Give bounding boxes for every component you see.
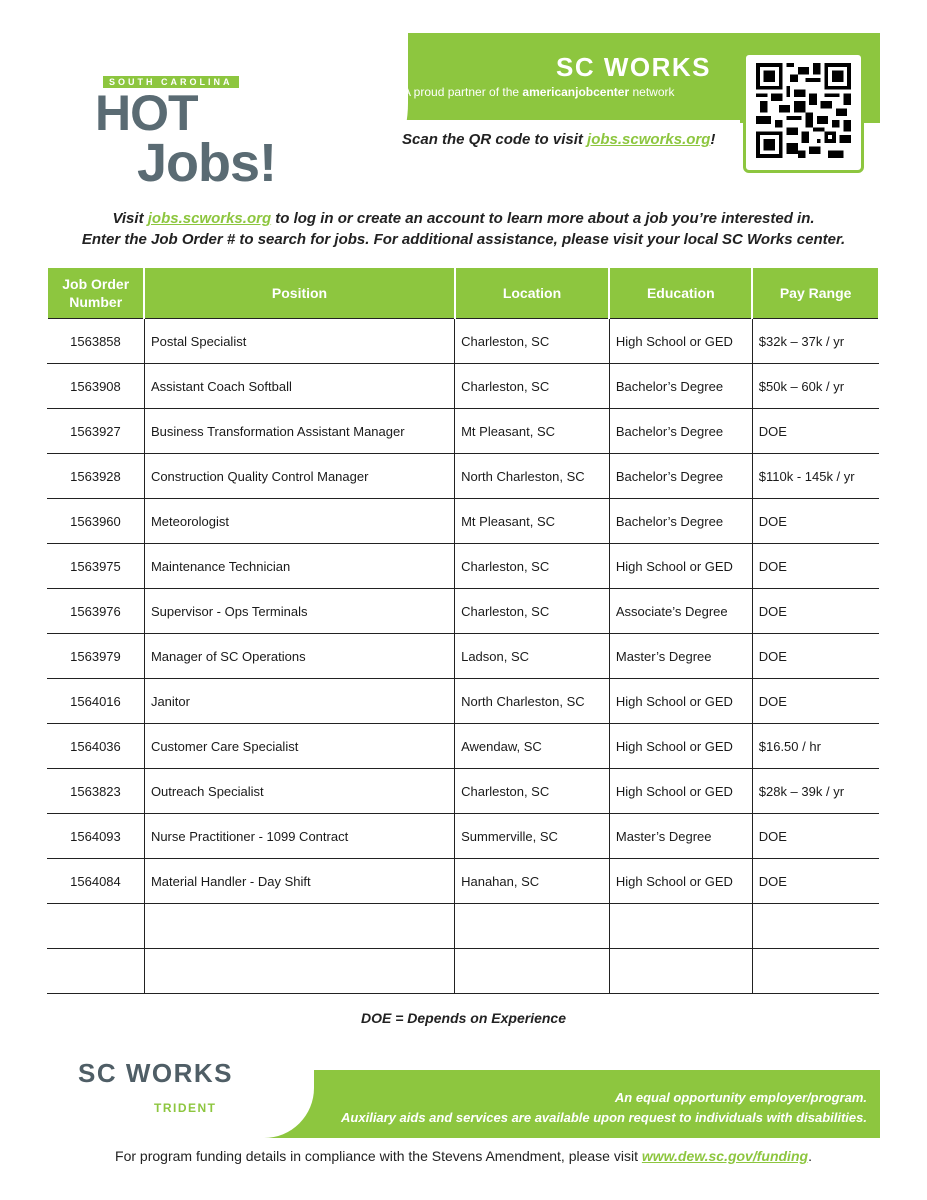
cell-location: Charleston, SC — [455, 364, 610, 409]
cell-education: High School or GED — [609, 859, 752, 904]
intro-line1 — [0, 208, 927, 229]
footer-trident-label: TRIDENT — [154, 1101, 217, 1115]
cell-location: North Charleston, SC — [455, 679, 610, 724]
cell-job-order-number: 1563975 — [47, 544, 144, 589]
table-row — [47, 589, 879, 634]
header-position: Position — [144, 268, 454, 319]
cell-pay-range: DOE — [752, 859, 879, 904]
header-education: Education — [609, 268, 752, 319]
table-body — [47, 319, 879, 994]
cell-pay-range: $16.50 / hr — [752, 724, 879, 769]
cell-education: High School or GED — [609, 544, 752, 589]
tagline-brand: americanjobcenter — [522, 85, 630, 99]
logo-hot: HOT — [95, 85, 198, 141]
eeo-statement — [341, 1088, 867, 1128]
cell-pay-range: DOE — [752, 499, 879, 544]
table-row — [47, 904, 879, 949]
cell-pay-range: DOE — [752, 634, 879, 679]
cell-pay-range: DOE — [752, 814, 879, 859]
table-row — [47, 814, 879, 859]
cell-location: Ladson, SC — [455, 634, 610, 679]
cell-position: Business Transformation Assistant Manager — [144, 409, 454, 454]
cell-education: High School or GED — [609, 769, 752, 814]
cell-pay-range: $28k – 39k / yr — [752, 769, 879, 814]
cell-job-order-number: 1563928 — [47, 454, 144, 499]
intro-link[interactable]: jobs.scworks.org — [147, 210, 272, 227]
cell-location — [455, 949, 610, 994]
ajc-tagline — [403, 85, 675, 99]
logo-state: SOUTH CAROLINA — [103, 76, 239, 88]
cell-position: Material Handler - Day Shift — [144, 859, 454, 904]
eeo-line2: Auxiliary aids and services are available upon request to individuals with disabilities. — [341, 1110, 867, 1125]
table-row — [47, 634, 879, 679]
hot-jobs-logo — [85, 74, 285, 194]
cell-job-order-number: 1563823 — [47, 769, 144, 814]
cell-location: Charleston, SC — [455, 589, 610, 634]
intro-suffix: to log in or create an account to learn more about a job you’re interested in. — [271, 210, 815, 227]
cell-job-order-number — [47, 904, 144, 949]
intro-line2: Enter the Job Order # to search for jobs. For additional assistance, please visit your local SC Works center. — [81, 231, 846, 248]
cell-location: Charleston, SC — [455, 319, 610, 364]
cell-position: Meteorologist — [144, 499, 454, 544]
cell-education: Associate’s Degree — [609, 589, 752, 634]
cell-pay-range: DOE — [752, 409, 879, 454]
table-row — [47, 319, 879, 364]
footer-sc-works-logo: SC WORKS — [78, 1058, 233, 1088]
cell-location: Mt Pleasant, SC — [455, 499, 610, 544]
cell-position: Construction Quality Control Manager — [144, 454, 454, 499]
cell-education: Bachelor’s Degree — [609, 499, 752, 544]
cell-education — [609, 904, 752, 949]
scan-prefix: Scan the QR code to visit — [402, 131, 588, 148]
tagline-prefix: A proud partner of the — [403, 85, 523, 99]
cell-job-order-number — [47, 949, 144, 994]
cell-pay-range: DOE — [752, 589, 879, 634]
cell-position: Maintenance Technician — [144, 544, 454, 589]
cell-education: Master’s Degree — [609, 634, 752, 679]
header-location: Location — [455, 268, 610, 319]
cell-job-order-number: 1563960 — [47, 499, 144, 544]
cell-pay-range — [752, 904, 879, 949]
table-header-row — [47, 268, 879, 319]
cell-position: Nurse Practitioner - 1099 Contract — [144, 814, 454, 859]
cell-pay-range: $110k - 145k / yr — [752, 454, 879, 499]
cell-job-order-number: 1564036 — [47, 724, 144, 769]
scan-link[interactable]: jobs.scworks.org — [587, 131, 711, 148]
funding-suffix: . — [808, 1148, 812, 1164]
table-row — [47, 364, 879, 409]
table-row — [47, 679, 879, 724]
jobs-table — [46, 268, 880, 994]
cell-position — [144, 949, 454, 994]
header-job-order: Job Order Number — [47, 268, 144, 319]
cell-pay-range: $32k – 37k / yr — [752, 319, 879, 364]
cell-pay-range — [752, 949, 879, 994]
cell-position: Outreach Specialist — [144, 769, 454, 814]
cell-location: Hanahan, SC — [455, 859, 610, 904]
funding-notice — [0, 1148, 927, 1164]
cell-position — [144, 904, 454, 949]
cell-education — [609, 949, 752, 994]
tagline-suffix: network — [629, 85, 675, 99]
funding-link[interactable]: www.dew.sc.gov/funding — [641, 1148, 809, 1164]
cell-education: Bachelor’s Degree — [609, 364, 752, 409]
cell-job-order-number: 1564093 — [47, 814, 144, 859]
intro-prefix: Visit — [112, 210, 148, 227]
cell-position: Janitor — [144, 679, 454, 724]
scan-instruction — [402, 131, 715, 148]
cell-location: Summerville, SC — [455, 814, 610, 859]
table-row — [47, 769, 879, 814]
cell-job-order-number: 1563908 — [47, 364, 144, 409]
table-row — [47, 544, 879, 589]
table-row — [47, 499, 879, 544]
cell-location: Awendaw, SC — [455, 724, 610, 769]
cell-job-order-number: 1563858 — [47, 319, 144, 364]
cell-position: Assistant Coach Softball — [144, 364, 454, 409]
cell-education: Bachelor’s Degree — [609, 409, 752, 454]
cell-education: High School or GED — [609, 724, 752, 769]
cell-pay-range: DOE — [752, 679, 879, 724]
cell-education: Bachelor’s Degree — [609, 454, 752, 499]
cell-location: Mt Pleasant, SC — [455, 409, 610, 454]
scan-suffix: ! — [710, 131, 716, 148]
qr-code-icon — [756, 63, 851, 158]
cell-education: High School or GED — [609, 319, 752, 364]
cell-location — [455, 904, 610, 949]
intro-text — [0, 208, 927, 250]
cell-location: Charleston, SC — [455, 544, 610, 589]
cell-job-order-number: 1563927 — [47, 409, 144, 454]
qr-code[interactable] — [743, 52, 864, 173]
cell-education: High School or GED — [609, 679, 752, 724]
table-row — [47, 409, 879, 454]
sc-works-title: SC WORKS — [556, 52, 711, 82]
header-pay-range: Pay Range — [752, 268, 879, 319]
doe-note: DOE = Depends on Experience — [360, 1010, 566, 1026]
cell-job-order-number: 1563976 — [47, 589, 144, 634]
cell-pay-range: DOE — [752, 544, 879, 589]
table-row — [47, 724, 879, 769]
table-row — [47, 454, 879, 499]
cell-job-order-number: 1564084 — [47, 859, 144, 904]
funding-prefix: For program funding details in compliance with the Stevens Amendment, please visit — [115, 1148, 642, 1164]
cell-location: North Charleston, SC — [455, 454, 610, 499]
cell-position: Postal Specialist — [144, 319, 454, 364]
eeo-line1: An equal opportunity employer/program. — [614, 1090, 867, 1105]
cell-position: Supervisor - Ops Terminals — [144, 589, 454, 634]
cell-pay-range: $50k – 60k / yr — [752, 364, 879, 409]
cell-education: Master’s Degree — [609, 814, 752, 859]
cell-position: Customer Care Specialist — [144, 724, 454, 769]
cell-job-order-number: 1563979 — [47, 634, 144, 679]
table-row — [47, 859, 879, 904]
cell-job-order-number: 1564016 — [47, 679, 144, 724]
table-row — [47, 949, 879, 994]
logo-jobs: Jobs! — [137, 133, 277, 193]
cell-location: Charleston, SC — [455, 769, 610, 814]
cell-position: Manager of SC Operations — [144, 634, 454, 679]
